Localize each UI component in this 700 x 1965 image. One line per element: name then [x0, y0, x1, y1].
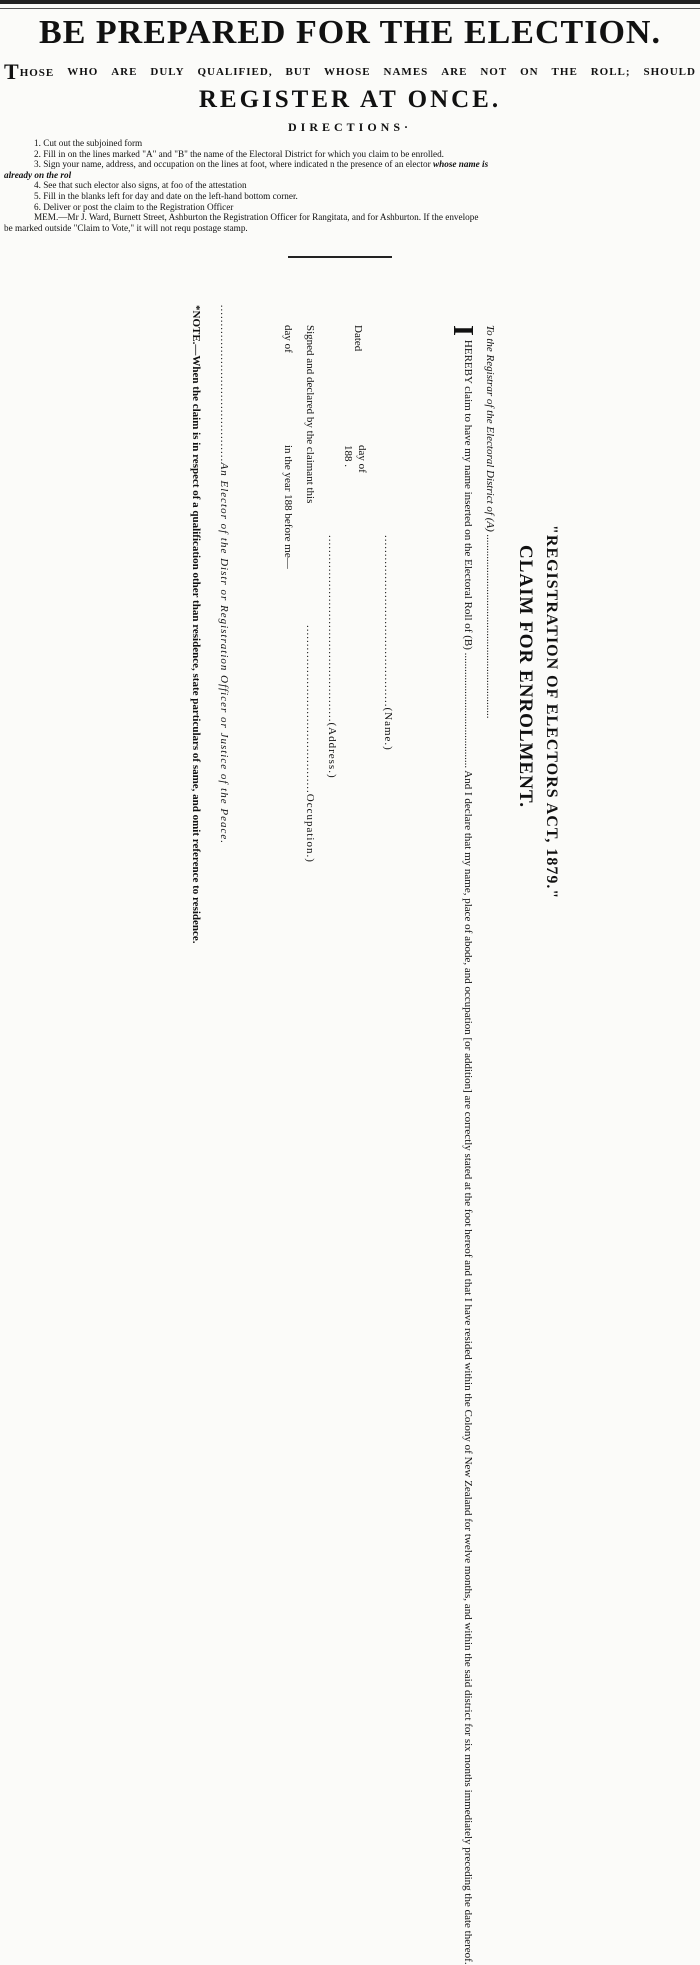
eligibility-word-12: ROLL;: [590, 66, 631, 78]
form-act-title: "REGISTRATION OF ELECTORS ACT, 1879.": [543, 525, 560, 900]
eligibility-word-5: BUT: [285, 66, 312, 78]
section-divider: [288, 256, 392, 259]
form-declaration: [447, 325, 478, 1965]
eligibility-word-13: SHOULD: [643, 66, 696, 78]
form-day-of-label: day of: [356, 445, 368, 473]
directions-list: [4, 138, 696, 233]
eligibility-word-7: NAMES: [383, 66, 429, 78]
form-name-line: ..............................................(Name.): [382, 535, 394, 751]
directions-heading: DIRECTIONS·: [287, 120, 413, 134]
form-occupation-line: .............................................Occupation.): [304, 625, 316, 863]
eligibility-word-8: ARE: [441, 66, 468, 78]
eligibility-word-2: ARE: [111, 66, 138, 78]
direction-step-3: 3. Sign your name, address, and occupation on the lines at foot, where indicated n the presence of an elector whose name is: [34, 159, 489, 170]
form-footnote: *NOTE.—When the claim is in respect of a qualification other than residence, state particulars of same, and omit reference to residence.: [190, 305, 202, 944]
direction-step-1: 1. Cut out the subjoined form: [34, 138, 143, 148]
direction-step-3-cont: already on the rol: [4, 169, 72, 180]
eligibility-word-10: ON: [520, 66, 539, 78]
form-dated-label: Dated: [352, 325, 364, 352]
direction-step-2: 2. Fill in on the lines marked "A" and "B" the name of the Electoral District for which you claim to be enrolled.: [34, 148, 444, 159]
eligibility-word-6: WHOSE: [324, 66, 371, 78]
form-day-of-2-label: day of: [282, 325, 294, 353]
form-in-year-label: in the year 188 before me—: [282, 445, 294, 569]
memo-line-cont: be marked outside "Claim to Vote," it will not requ postage stamp.: [4, 222, 248, 233]
eligibility-line: [4, 59, 696, 84]
page-title: BE PREPARED FOR THE ELECTION.: [39, 14, 661, 51]
form-to-registrar: To the Registrar of the Electoral District of (A) ...................................................................: [484, 325, 496, 719]
form-address-line: ..................................................(Address.): [326, 535, 338, 779]
eligibility-word-11: THE: [551, 66, 578, 78]
claim-form: [130, 295, 570, 1965]
form-elector-line: ..........................................An Elector of the Distr or Registration Officer or Justice of the Peace.: [218, 305, 230, 844]
direction-step-5: 5. Fill in the blanks left for day and date on the left-hand bottom corner.: [34, 190, 298, 201]
form-dropcap: I: [447, 325, 478, 336]
top-border-thin-rule: [0, 8, 700, 9]
direction-step-4: 4. See that such elector also signs, at foo of the attestation: [34, 180, 247, 191]
eligibility-word-1: WHO: [67, 66, 99, 78]
form-declaration-text: HEREBY claim to have my name inserted on the Electoral Roll of (B) .......................................... And I declare that my name, place of abode, and occupation [or addition] are correctly stated at the foot hereof and that I have resided within the Colony of New Zealand for twelve months, and within the said district for six months immediately preceding the date thereof.: [462, 339, 474, 1965]
form-signed-label: Signed and declared by the claimant this: [304, 325, 316, 504]
form-claim-title: CLAIM FOR ENROLMENT.: [515, 545, 536, 808]
direction-step-6: 6. Deliver or post the claim to the Registration Officer: [34, 201, 234, 212]
eligibility-initial: T: [4, 59, 20, 84]
eligibility-word-9: NOT: [480, 66, 508, 78]
call-to-action-heading: REGISTER AT ONCE.: [198, 86, 502, 113]
memo-line: MEM.—Mr J. Ward, Burnett Street, Ashburton the Registration Officer for Rangitata, and for Ashburton. If the envelope: [34, 212, 479, 223]
form-year-label: 188 .: [342, 445, 354, 467]
eligibility-word-4: QUALIFIED,: [197, 66, 273, 78]
top-border-rule: [0, 0, 700, 4]
eligibility-word-0: THOSE: [4, 59, 55, 84]
eligibility-word-3: DULY: [150, 66, 185, 78]
